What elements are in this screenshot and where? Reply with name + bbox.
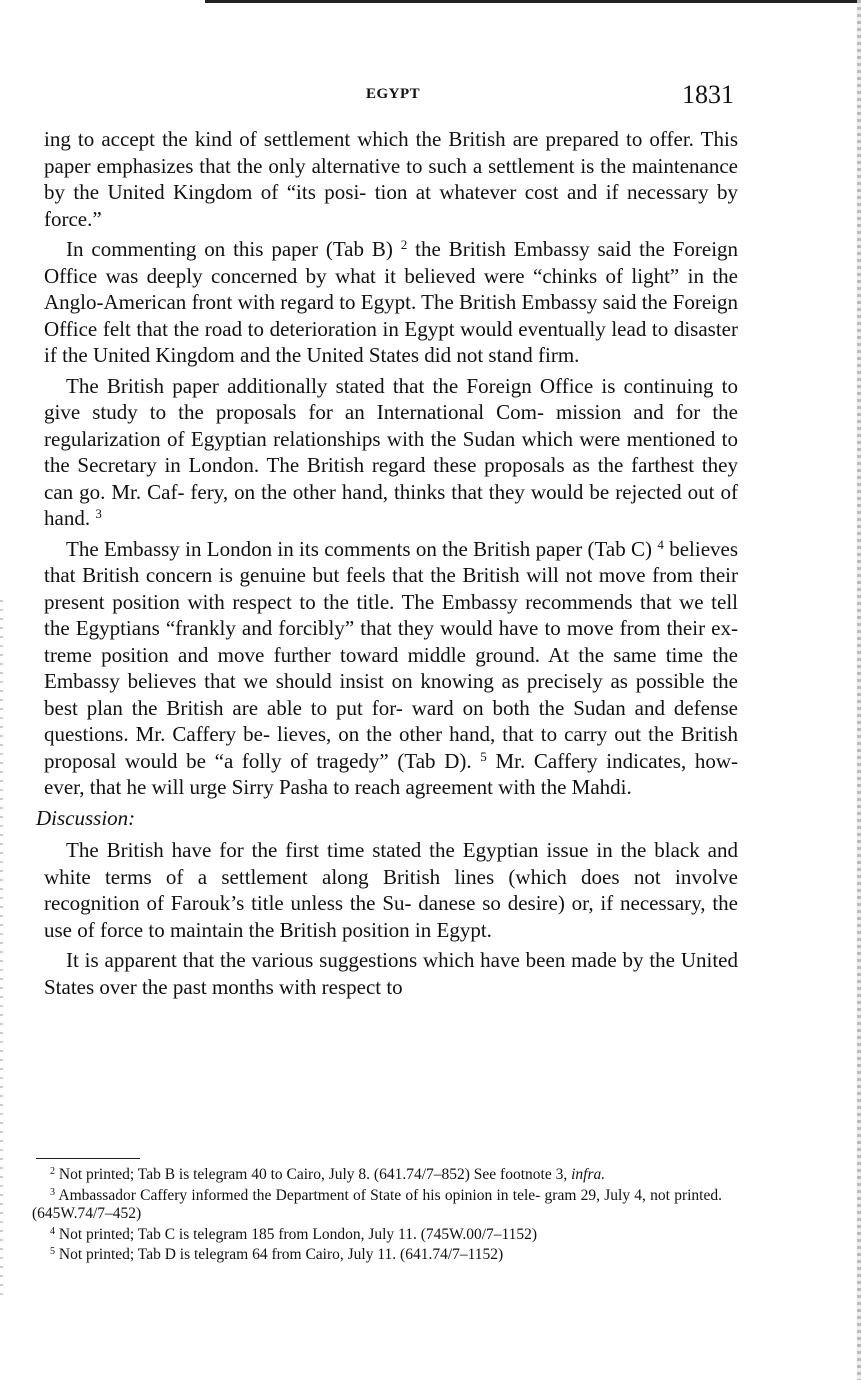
footnote-3: $^3$ Ambassador Caffery informed the Department of State of his opinion in tele- gram 29, July 4, not printed. (645W.74/7–452) — [32, 1186, 722, 1222]
paragraph-1: ing to accept the kind of settlement which the British are prepared to offer. This paper emphasizes that the only alternative to such a settlement is the maintenance by the United Kingdom of “its posi- tion at whatever cost and if necessary by force.” — [44, 127, 738, 231]
section-heading-discussion: Discussion: — [36, 805, 136, 830]
footnote-ref-3: 3 — [95, 506, 102, 521]
page-right-edge — [857, 0, 861, 1380]
footnote-2: $^2$ Not printed; Tab B is telegram 40 to Cairo, July 8. (641.74/7–852) See footnote 3, infra. — [50, 1166, 606, 1183]
footnote-ref-5: 5 — [480, 748, 487, 764]
footnote-4: $^4$ Not printed; Tab C is telegram 185 from London, July 11. (745W.00/7–1152) — [50, 1225, 538, 1243]
main-text — [36, 126, 739, 1004]
running-head: EGYPT — [366, 86, 421, 102]
footnote-ref-4: 4 — [657, 536, 664, 552]
page-number: 1831 — [682, 80, 734, 109]
footnote-5: $^5$ Not printed; Tab D is telegram 64 from Cairo, July 11. (641.74/7–1152) — [50, 1246, 504, 1263]
footnote-rule — [36, 1158, 140, 1159]
paragraph-5: The British have for the first time stated the Egyptian issue in the black and white terms of a settlement along British lines (which does not involve recognition of Farouk’s title unless the Su- danese so desire) or, if necessary, the use of force to maintain the British position in Egypt. — [44, 838, 738, 942]
paragraph-4: The Embassy in London in its comments on the British paper (Tab C) $^4$ believes that British concern is genuine but feels that the British will not move from their present position with respect to the title. The Embassy recommends that we tell the Egyptians “frankly and forcibly” that they would have to move from their ex- treme position and move further toward middle ground. At the same time the Embassy believes that we should insist on knowing as precisely as possible the best plan the British are able to put for- ward on both the Sudan and defense questions. Mr. Caffery be- lieves, on the other hand, that to carry out the British proposal would be “a folly of tragedy” (Tab D). $^5$ Mr. Caffery indicates, how- ever, that he will urge Sirry Pasha to reach agreement with the Mahdi. — [44, 536, 739, 799]
paragraph-2: In commenting on this paper (Tab B) $^2$ the British Embassy said the Foreign Office was deeply concerned by what it believed were “chinks of light” in the Anglo-American front with regard to Egypt. The British Embassy said the Foreign Office felt that the road to deterioration in Egypt would eventually lead to disaster if the United Kingdom and the United States did not stand firm. — [44, 237, 739, 367]
footnote-ref-2: 2 — [400, 237, 408, 252]
paragraph-6: It is apparent that the various suggestions which have been made by the United States over the past months with respect to — [44, 948, 738, 999]
footnotes — [32, 1166, 722, 1267]
page-left-edge — [0, 600, 3, 1300]
top-edge-rule — [205, 0, 861, 3]
paragraph-3: The British paper additionally stated that the Foreign Office is continuing to give study to the proposals for an International Com- mission and for the regularization of Egyptian relationships with the Sudan which were mentioned to the Secretary in London. The British regard these proposals as the farthest they can go. Mr. Caf- fery, on the other hand, thinks that they would be rejected out of hand. $^3$ — [44, 373, 738, 530]
